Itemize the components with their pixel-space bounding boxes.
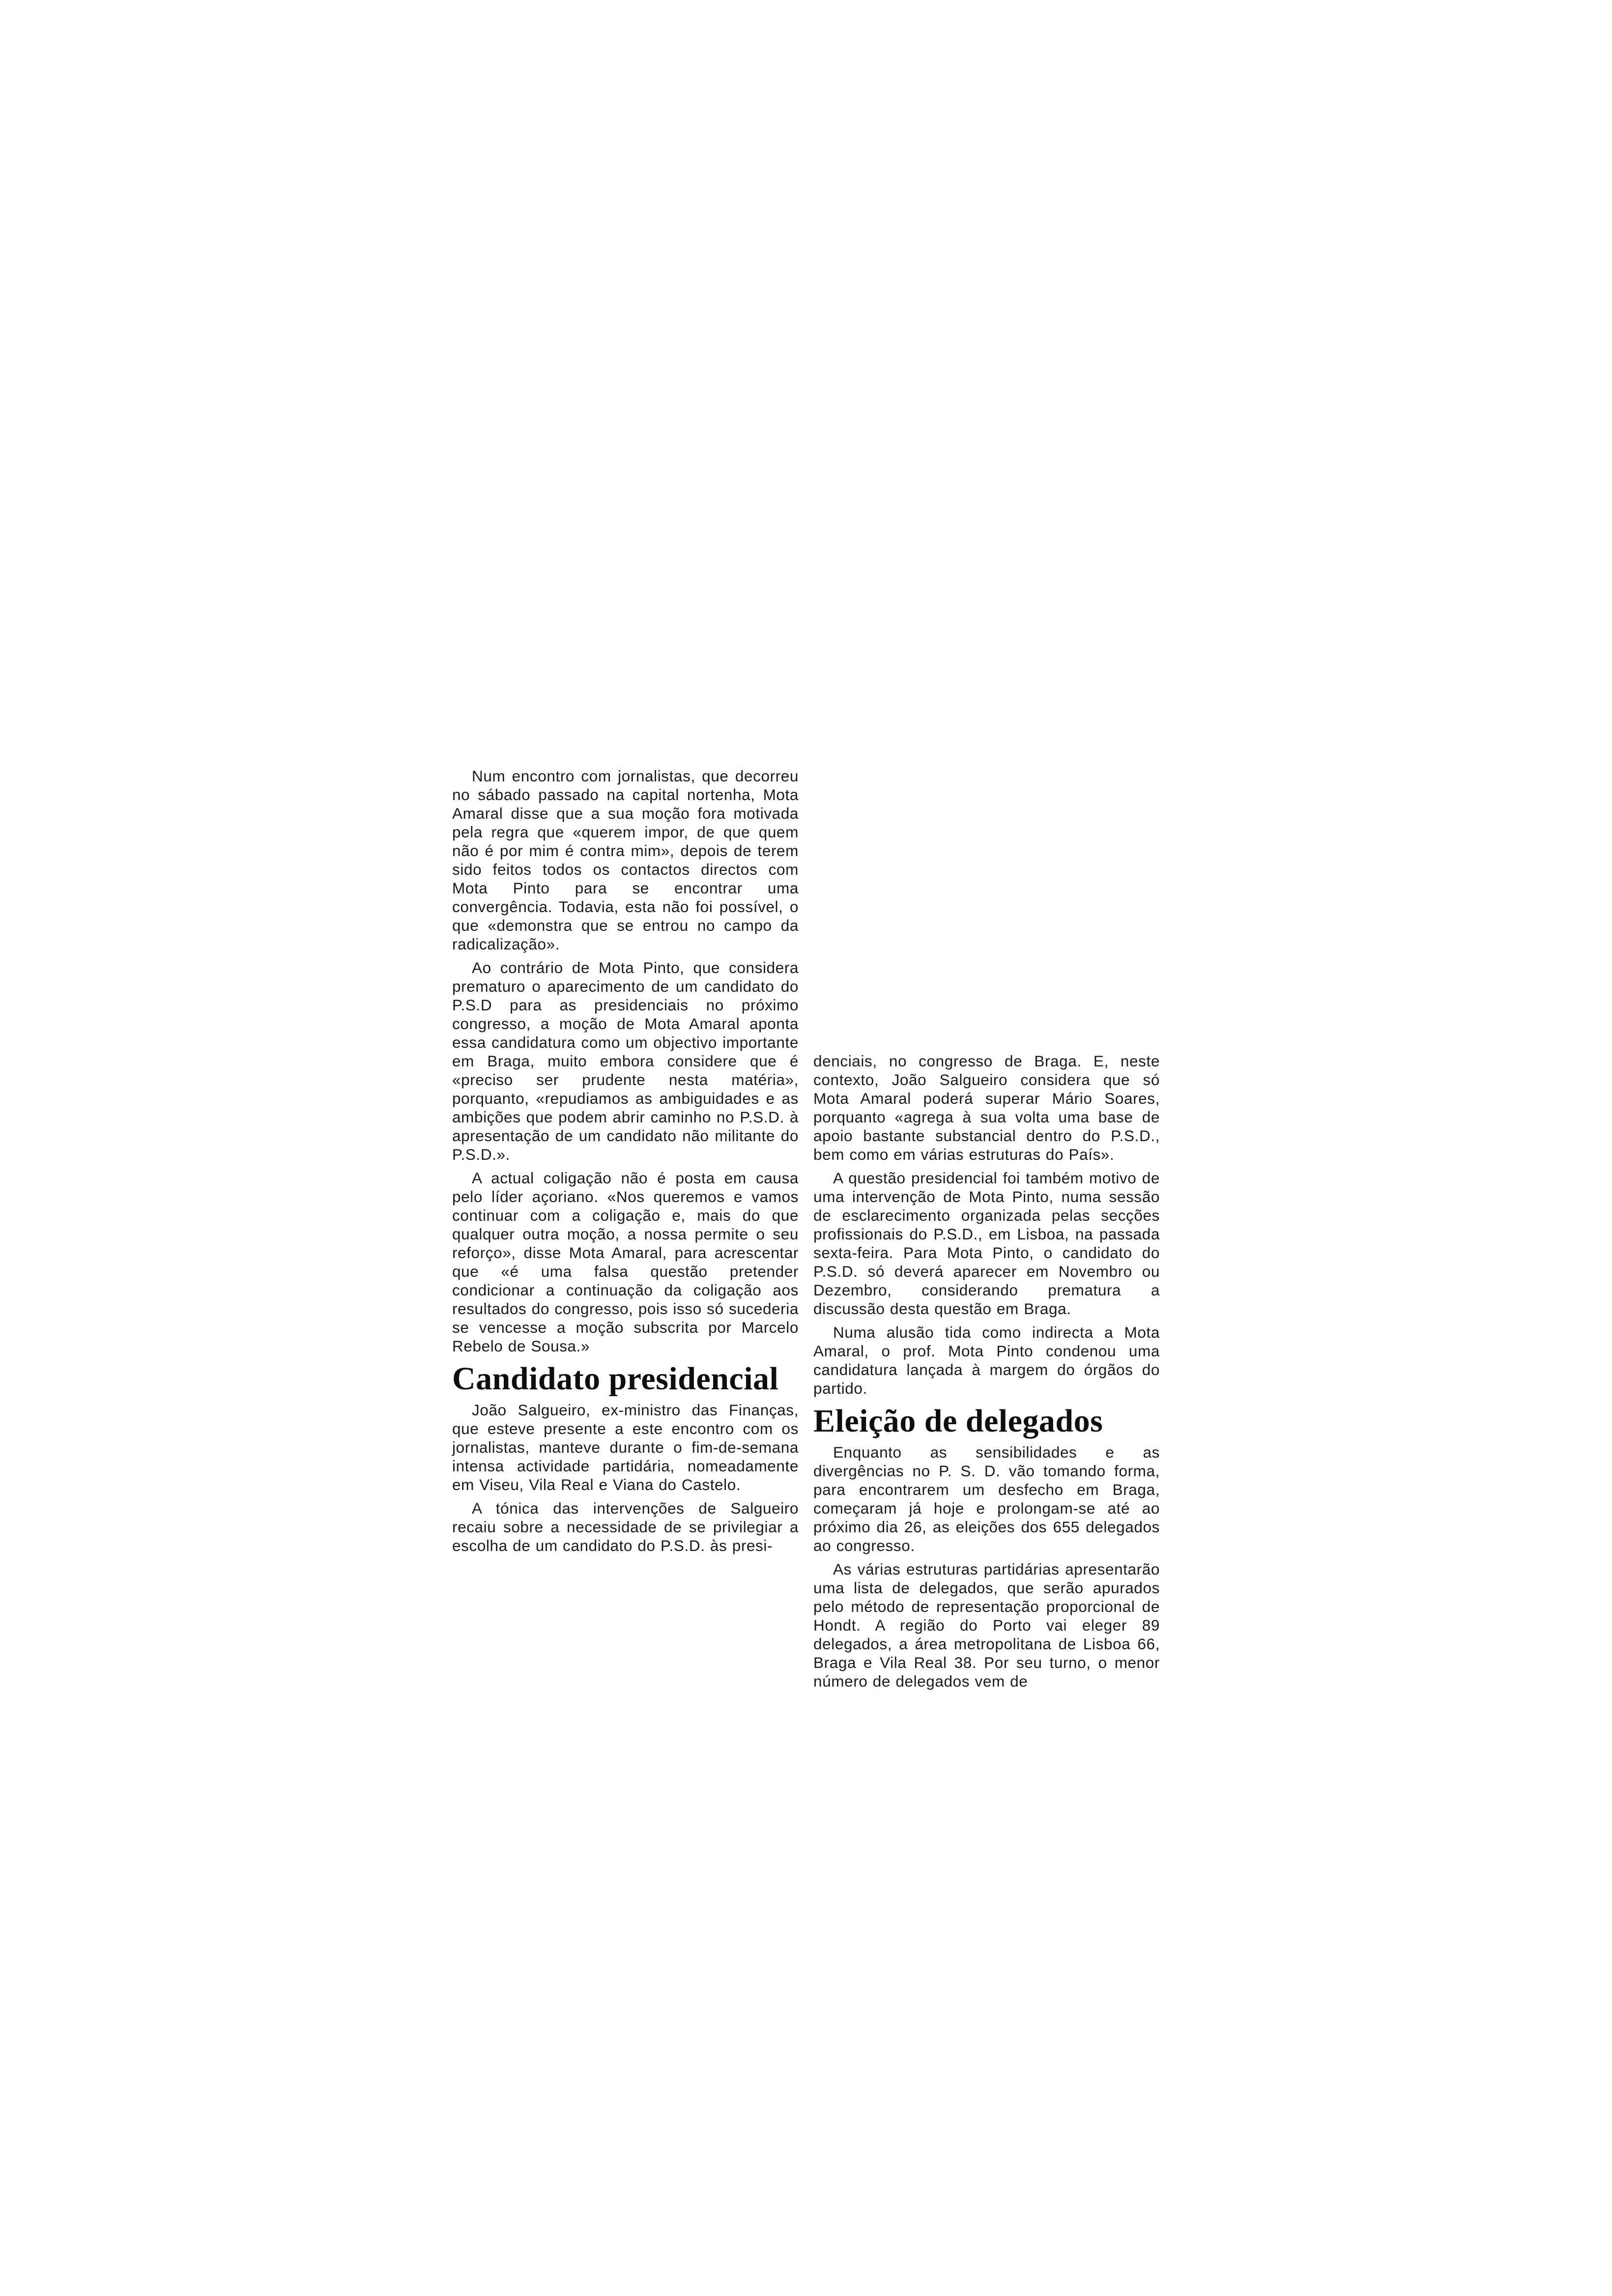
article-column-right	[813, 1052, 1160, 1695]
article-paragraph: denciais, no congresso de Braga. E, neste contexto, João Salgueiro considera que só Mota Amaral poderá superar Mário Soares, porquanto «agrega à sua volta uma base de apoio bastante substancial dentro do P.S.D., bem como em várias estruturas do País».	[813, 1052, 1160, 1163]
article-paragraph: A tónica das intervenções de Salgueiro recaiu sobre a necessidade de se privilegiar a escolha de um candidato do P.S.D. às presi-	[452, 1499, 799, 1554]
article-paragraph: Num encontro com jornalistas, que decorreu no sábado passado na capital nortenha, Mota Amaral disse que a sua moção fora motivada pela regra que «querem impor, de que quem não é por mim é contra mim», depois de terem sido feitos todos os contactos directos com Mota Pinto para se encontrar uma convergência. Todavia, esta não foi possível, o que «demonstra que se entrou no campo da radicalização».	[452, 767, 799, 953]
section-heading-candidato: Candidato presidencial	[452, 1361, 779, 1397]
section-heading-eleicao: Eleição de delegados	[813, 1403, 1103, 1439]
article-paragraph: João Salgueiro, ex-ministro das Finanças, que esteve presente a este encontro com os jornalistas, manteve durante o fim-de-semana intensa actividade partidária, nomeadamente em Viseu, Vila Real e Viana do Castelo.	[452, 1401, 799, 1493]
article-paragraph: Ao contrário de Mota Pinto, que considera prematuro o aparecimento de um candidato do P.S.D para as presidenciais no próximo congresso, a moção de Mota Amaral aponta essa candidatura como um objectivo importante em Braga, muito embora considere que é «preciso ser prudente nesta matéria», porquanto, «repudiamos as ambiguidades e as ambições que podem abrir caminho no P.S.D. à apresentação de um candidato não militante do P.S.D.».	[452, 959, 799, 1163]
article-paragraph: A actual coligação não é posta em causa pelo líder açoriano. «Nos queremos e vamos continuar com a coligação e, mais do que qualquer outra moção, a nossa permite o seu reforço», disse Mota Amaral, para acrescentar que «é uma falsa questão pretender condicionar a continuação da coligação aos resultados do congresso, pois isso só sucederia se vencesse a moção subscrita por Marcelo Rebelo de Sousa.»	[452, 1169, 799, 1355]
newspaper-clipping	[452, 767, 1160, 1976]
article-column-left	[452, 767, 799, 1560]
article-paragraph: Enquanto as sensibilidades e as divergências no P. S. D. vão tomando forma, para encontrarem um desfecho em Braga, começaram já hoje e prolongam-se até ao próximo dia 26, as eleições dos 655 delegados ao congresso.	[813, 1443, 1160, 1554]
article-paragraph: As várias estruturas partidárias apresentarão uma lista de delegados, que serão apurados pelo método de representação proporcional de Hondt. A região do Porto vai eleger 89 delegados, a área metropolitana de Lisboa 66, Braga e Vila Real 38. Por seu turno, o menor número de delegados vem de	[813, 1560, 1160, 1690]
article-paragraph: A questão presidencial foi também motivo de uma intervenção de Mota Pinto, numa sessão de esclarecimento organizada pelas secções profissionais do P.S.D., em Lisboa, na passada sexta-feira. Para Mota Pinto, o candidato do P.S.D. só deverá aparecer em Novembro ou Dezembro, considerando prematura a discussão desta questão em Braga.	[813, 1169, 1160, 1318]
article-paragraph: Numa alusão tida como indirecta a Mota Amaral, o prof. Mota Pinto condenou uma candidatura lançada à margem do órgãos do partido.	[813, 1323, 1160, 1397]
